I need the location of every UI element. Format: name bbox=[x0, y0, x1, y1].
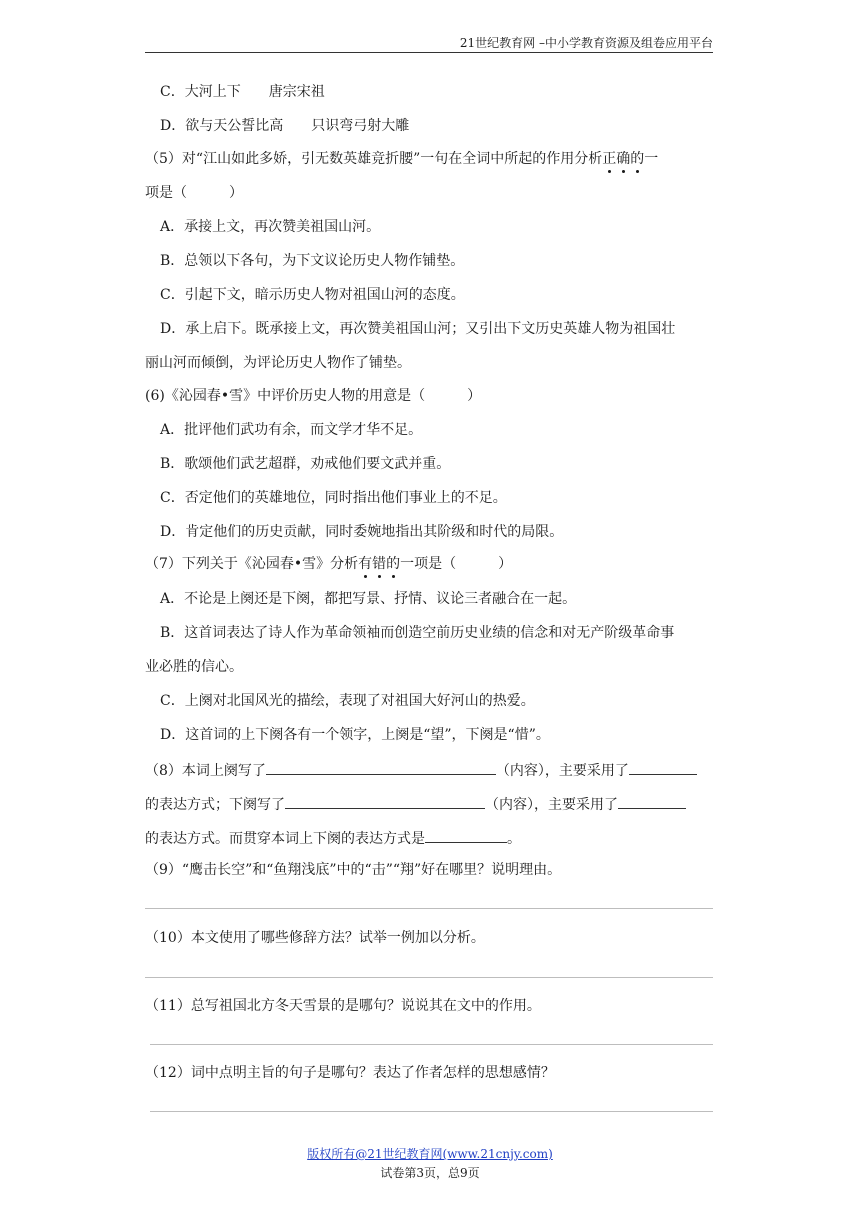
q4-option-c: C．大河上下 唐宗宋祖 bbox=[160, 84, 325, 100]
q5-option-a: A．承接上文，再次赞美祖国山河。 bbox=[160, 219, 381, 235]
emphasis-dot-char: 有 bbox=[358, 556, 373, 572]
q6-option-a: A．批评他们武功有余，而文学才华不足。 bbox=[160, 422, 423, 438]
answer-blank[interactable] bbox=[425, 828, 507, 843]
q6-option-b: B．歌颂他们武艺超群，劝戒他们要文武并重。 bbox=[160, 456, 451, 472]
copyright-link[interactable]: 版权所有@21世纪教育网(www.21cnjy.com) bbox=[307, 1147, 553, 1161]
q8-line-3: 的表达方式。而贯穿本词上下阕的表达方式是 。 bbox=[145, 828, 521, 848]
page-header: 21世纪教育网 –中小学教育资源及组卷应用平台 bbox=[145, 36, 713, 53]
q6-option-c: C．否定他们的英雄地位，同时指出他们事业上的不足。 bbox=[160, 490, 507, 506]
emphasis-dot-char: 错 bbox=[372, 556, 387, 572]
q6-stem: (6)《沁园春•雪》中评价历史人物的用意是（ ） bbox=[145, 388, 482, 404]
answer-line[interactable] bbox=[145, 908, 713, 909]
q7-option-d: D．这首词的上下阕各有一个领字，上阕是“望”，下阕是“惜”。 bbox=[160, 727, 550, 743]
q5-stem: （5）对“江山如此多娇，引无数英雄竞折腰”一句在全词中所起的作用分析正确的一 bbox=[145, 151, 659, 167]
answer-line[interactable] bbox=[150, 1111, 713, 1112]
q5-stem-cont: 项是（ ） bbox=[145, 185, 243, 201]
q12-stem: （12）词中点明主旨的句子是哪句？表达了作者怎样的思想感情？ bbox=[145, 1065, 555, 1081]
q7-option-b: B．这首词表达了诗人作为革命领袖而创造空前历史业绩的信念和对无产阶级革命事 bbox=[160, 625, 675, 641]
emphasis-dot-char: 的 bbox=[630, 151, 645, 167]
q8-line-1: （8）本词上阕写了 （内容），主要采用了 bbox=[145, 760, 697, 780]
q4-option-d: D．欲与天公誓比高 只识弯弓射大雕 bbox=[160, 118, 410, 134]
q7-option-c: C．上阕对北国风光的描绘，表现了对祖国大好河山的热爱。 bbox=[160, 693, 535, 709]
q7-option-b-cont: 业必胜的信心。 bbox=[145, 659, 243, 675]
q6-option-d: D．肯定他们的历史贡献，同时委婉地指出其阶级和时代的局限。 bbox=[160, 524, 564, 540]
answer-blank[interactable] bbox=[629, 760, 697, 775]
q5-option-c: C．引起下文，暗示历史人物对祖国山河的态度。 bbox=[160, 287, 465, 303]
q10-stem: （10）本文使用了哪些修辞方法？试举一例加以分析。 bbox=[145, 930, 485, 946]
emphasis-dot-char: 确 bbox=[616, 151, 631, 167]
q5-option-d: D．承上启下。既承接上文，再次赞美祖国山河；又引出下文历史英雄人物为祖国壮 bbox=[160, 321, 676, 337]
q7-option-a: A．不论是上阕还是下阕，都把写景、抒情、议论三者融合在一起。 bbox=[160, 591, 577, 607]
q5-option-d-cont: 丽山河而倾倒，为评论历史人物作了铺垫。 bbox=[145, 355, 411, 371]
answer-blank[interactable] bbox=[618, 794, 686, 809]
answer-line[interactable] bbox=[145, 977, 713, 978]
q7-stem: （7）下列关于《沁园春•雪》分析有错的一项是（ ） bbox=[145, 556, 513, 572]
q8-line-2: 的表达方式；下阕写了 （内容），主要采用了 bbox=[145, 794, 686, 814]
page-number: 试卷第3页，总9页 bbox=[380, 1166, 480, 1180]
emphasis-dot-char: 正 bbox=[602, 151, 617, 167]
answer-blank[interactable] bbox=[285, 794, 485, 809]
q9-stem: （9）“鹰击长空”和“鱼翔浅底”中的“击”“翔”好在哪里？说明理由。 bbox=[145, 862, 562, 878]
answer-blank[interactable] bbox=[266, 760, 496, 775]
q11-stem: （11）总写祖国北方冬天雪景的是哪句？说说其在文中的作用。 bbox=[145, 998, 541, 1014]
answer-line[interactable] bbox=[150, 1044, 713, 1045]
emphasis-dot-char: 的 bbox=[386, 556, 401, 572]
q5-option-b: B．总领以下各句，为下文议论历史人物作铺垫。 bbox=[160, 253, 465, 269]
